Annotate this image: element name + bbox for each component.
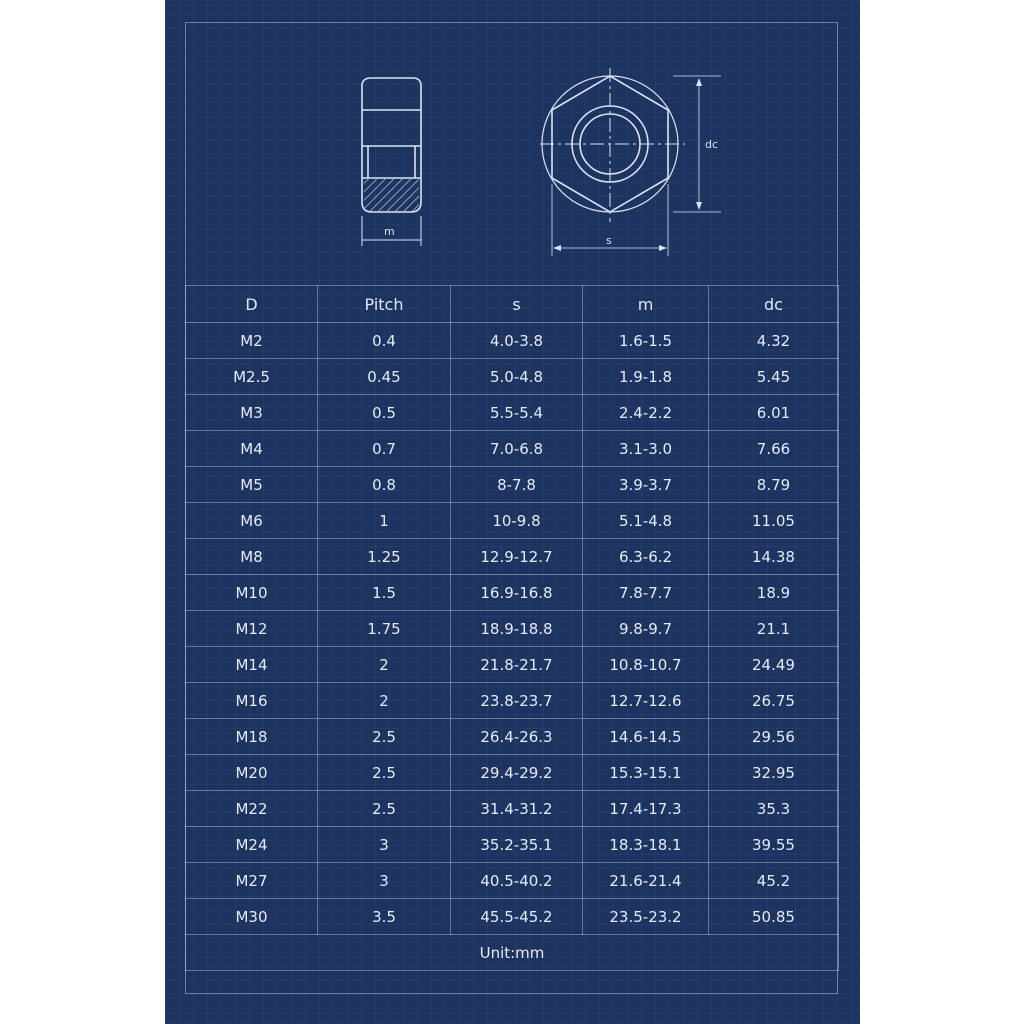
- cell-d: M20: [186, 755, 318, 791]
- cell-d: M10: [186, 575, 318, 611]
- cell-d: M30: [186, 899, 318, 935]
- cell-pitch: 2.5: [318, 755, 451, 791]
- cell-m: 12.7-12.6: [583, 683, 709, 719]
- cell-dc: 14.38: [709, 539, 839, 575]
- cell-pitch: 0.4: [318, 323, 451, 359]
- label-m: m: [384, 225, 395, 238]
- cell-m: 5.1-4.8: [583, 503, 709, 539]
- table-row: [186, 395, 839, 431]
- header-pitch: Pitch: [318, 286, 451, 323]
- cell-dc: 21.1: [709, 611, 839, 647]
- cell-pitch: 2: [318, 683, 451, 719]
- table-row: [186, 323, 839, 359]
- cell-d: M18: [186, 719, 318, 755]
- nut-side-view: [362, 78, 421, 246]
- cell-s: 10-9.8: [451, 503, 583, 539]
- cell-dc: 39.55: [709, 827, 839, 863]
- cell-pitch: 1.25: [318, 539, 451, 575]
- cell-d: M4: [186, 431, 318, 467]
- cell-m: 18.3-18.1: [583, 827, 709, 863]
- cell-dc: 7.66: [709, 431, 839, 467]
- table-body: [186, 323, 839, 971]
- table-row: [186, 791, 839, 827]
- table-row: [186, 503, 839, 539]
- cell-pitch: 1.5: [318, 575, 451, 611]
- cell-dc: 18.9: [709, 575, 839, 611]
- nut-drawing-svg: [165, 0, 860, 285]
- cell-m: 23.5-23.2: [583, 899, 709, 935]
- cell-s: 26.4-26.3: [451, 719, 583, 755]
- cell-m: 21.6-21.4: [583, 863, 709, 899]
- cell-dc: 8.79: [709, 467, 839, 503]
- cell-dc: 4.32: [709, 323, 839, 359]
- cell-s: 7.0-6.8: [451, 431, 583, 467]
- table-row: [186, 575, 839, 611]
- cell-d: M5: [186, 467, 318, 503]
- cell-m: 10.8-10.7: [583, 647, 709, 683]
- cell-pitch: 1.75: [318, 611, 451, 647]
- cell-pitch: 0.7: [318, 431, 451, 467]
- cell-d: M3: [186, 395, 318, 431]
- cell-m: 9.8-9.7: [583, 611, 709, 647]
- table-row: [186, 611, 839, 647]
- cell-m: 7.8-7.7: [583, 575, 709, 611]
- label-s: s: [606, 234, 612, 247]
- cell-pitch: 1: [318, 503, 451, 539]
- cell-dc: 29.56: [709, 719, 839, 755]
- header-d: D: [186, 286, 318, 323]
- cell-m: 15.3-15.1: [583, 755, 709, 791]
- table-row: [186, 899, 839, 935]
- unit-label: Unit:mm: [186, 935, 839, 971]
- cell-s: 12.9-12.7: [451, 539, 583, 575]
- table-row: [186, 683, 839, 719]
- cell-s: 5.0-4.8: [451, 359, 583, 395]
- cell-dc: 45.2: [709, 863, 839, 899]
- header-m: m: [583, 286, 709, 323]
- cell-d: M24: [186, 827, 318, 863]
- cell-m: 6.3-6.2: [583, 539, 709, 575]
- cell-pitch: 2.5: [318, 791, 451, 827]
- table-row: [186, 863, 839, 899]
- cell-d: M16: [186, 683, 318, 719]
- table-row: [186, 539, 839, 575]
- table-row: [186, 827, 839, 863]
- table-row: [186, 719, 839, 755]
- header-dc: dc: [709, 286, 839, 323]
- cell-s: 45.5-45.2: [451, 899, 583, 935]
- cell-s: 8-7.8: [451, 467, 583, 503]
- cell-d: M2.5: [186, 359, 318, 395]
- cell-s: 29.4-29.2: [451, 755, 583, 791]
- cell-d: M2: [186, 323, 318, 359]
- table-row: [186, 359, 839, 395]
- cell-s: 4.0-3.8: [451, 323, 583, 359]
- cell-s: 35.2-35.1: [451, 827, 583, 863]
- cell-d: M14: [186, 647, 318, 683]
- table-row: [186, 755, 839, 791]
- cell-pitch: 0.45: [318, 359, 451, 395]
- cell-d: M8: [186, 539, 318, 575]
- spec-sheet: [165, 0, 860, 1024]
- cell-dc: 24.49: [709, 647, 839, 683]
- table-row: [186, 431, 839, 467]
- unit-row: [186, 935, 839, 971]
- cell-dc: 6.01: [709, 395, 839, 431]
- cell-s: 40.5-40.2: [451, 863, 583, 899]
- cell-s: 21.8-21.7: [451, 647, 583, 683]
- cell-dc: 35.3: [709, 791, 839, 827]
- cell-s: 31.4-31.2: [451, 791, 583, 827]
- cell-d: M27: [186, 863, 318, 899]
- cell-pitch: 0.5: [318, 395, 451, 431]
- cell-dc: 26.75: [709, 683, 839, 719]
- cell-s: 16.9-16.8: [451, 575, 583, 611]
- cell-s: 18.9-18.8: [451, 611, 583, 647]
- cell-m: 3.9-3.7: [583, 467, 709, 503]
- cell-d: M12: [186, 611, 318, 647]
- header-s: s: [451, 286, 583, 323]
- cell-pitch: 2: [318, 647, 451, 683]
- cell-m: 2.4-2.2: [583, 395, 709, 431]
- cell-m: 14.6-14.5: [583, 719, 709, 755]
- cell-dc: 11.05: [709, 503, 839, 539]
- cell-dc: 50.85: [709, 899, 839, 935]
- cell-m: 17.4-17.3: [583, 791, 709, 827]
- nut-spec-table: [185, 285, 839, 971]
- cell-d: M6: [186, 503, 318, 539]
- table-row: [186, 647, 839, 683]
- cell-pitch: 2.5: [318, 719, 451, 755]
- nut-top-view: [540, 68, 721, 256]
- cell-pitch: 3: [318, 827, 451, 863]
- cell-m: 3.1-3.0: [583, 431, 709, 467]
- cell-pitch: 0.8: [318, 467, 451, 503]
- header-row: [186, 286, 839, 323]
- cell-pitch: 3.5: [318, 899, 451, 935]
- table-row: [186, 467, 839, 503]
- cell-m: 1.9-1.8: [583, 359, 709, 395]
- nut-drawing: [165, 0, 860, 285]
- cell-pitch: 3: [318, 863, 451, 899]
- cell-dc: 32.95: [709, 755, 839, 791]
- cell-m: 1.6-1.5: [583, 323, 709, 359]
- cell-d: M22: [186, 791, 318, 827]
- cell-s: 5.5-5.4: [451, 395, 583, 431]
- cell-s: 23.8-23.7: [451, 683, 583, 719]
- cell-dc: 5.45: [709, 359, 839, 395]
- label-dc: dc: [705, 138, 719, 151]
